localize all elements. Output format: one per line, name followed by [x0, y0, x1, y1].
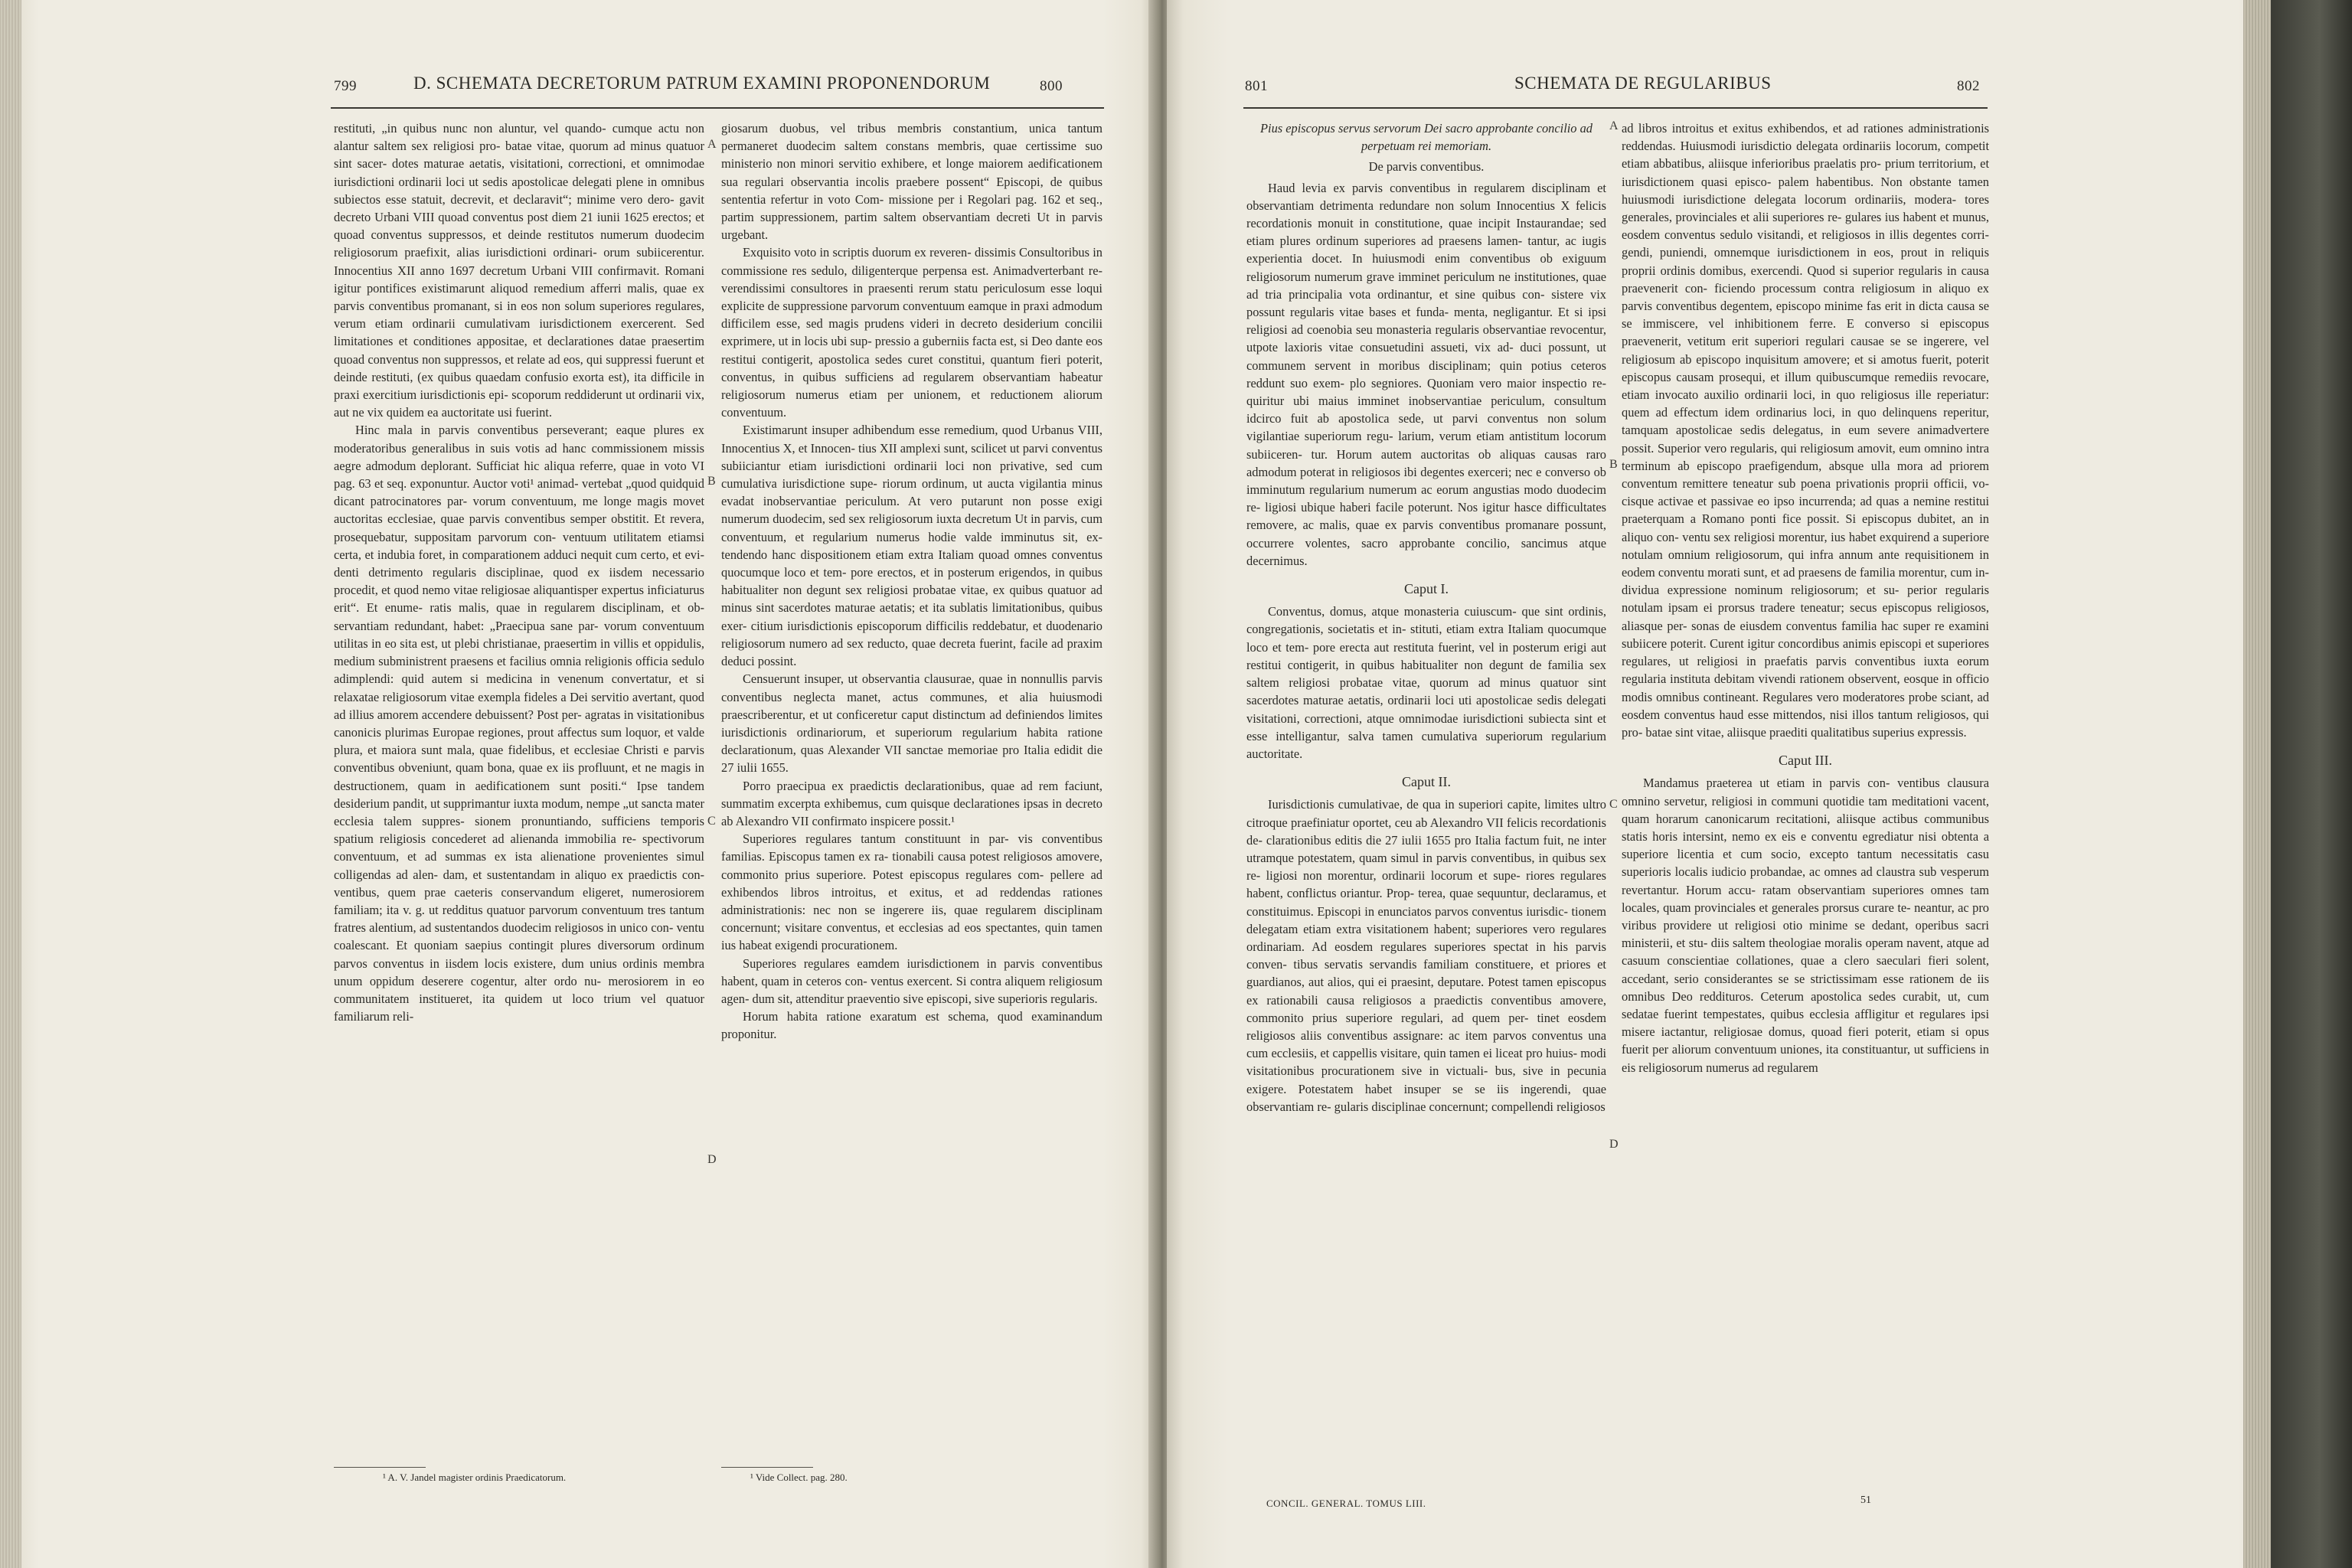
- left-col2-para-8: Horum habita ratione exaratum est schema, quod examinandum proponitur.: [721, 1009, 1102, 1042]
- margin-letter-b-right: B: [1609, 458, 1618, 471]
- left-col2-para-5: Porro praecipua ex praedictis declarationibus, quae ad rem faciunt, summatim excerpta exhibemus, cum quisque declarationes ipsas in decreto ab Alexandro VII confirmato inspicere possit.¹: [721, 778, 1102, 828]
- footnote-rule-left-col1: [334, 1467, 426, 1468]
- caput-3-heading: Caput III.: [1779, 753, 1832, 769]
- right-col2-para-1: ad libros introitus et exitus exhibendos, et ad rationes administrationis reddendas. Huiusmodi iurisdictio delegata ordinariis locorum, competit etiam abbatibus, aliisque inferioribus praelatis pro- prium territorium, et iurisdictionem quasi episco- palem habentibus. Non obstante tamen huiusmodi iurisdictione delegata locorum ordinariis, modera- tores generales, provinciales et alii superiores re- gulares ius habent et munus, eosdem conventus sedulo visitandi, et religiosos in illis degentes corri- gendi, puniendi, omnemque iurisdictionem in eos, prout in reliquis proprii ordinis domibus, exercendi. Quod si superior regularis in causa praevenerit con- ficiendo processum contra religiosum in aliquo ex parvis conventibus degentem, episcopo minime fas erit in dicta causa se se immiscere, vel inhibitionem ferre. E converso si episcopus praevenerit, vetitum erit superiori regulari causae se se ingerere, vel religiosum ab episcopo inquisitum amovere; et si amotus fuerit, poterit episcopus causam prosequi, et illum quibuscumque remediis revocare, etiam invocato auxilio ordinarii loci, in quo religiosus ille reperiatur: quem ad effectum idem ordinarius loci, in quo delinquens reperitur, tamquam apostolicae sedis delegatus, in eum severe animadvertere possit. Superior vero regularis, qui religiosum amovit, eum omnino intra terminum ab episcopo praefigendum, absque ulla mora ad priorem conventum remittere teneatur sub poena privationis proprii officii, vo- cisque activae et passivae eo ipso incurrenda; ad quas a nemine restitui praeterquam a Romano ponti fice possit. Si episcopus dubitet, an in aliquo con- ventu sex religiosi morentur, ius habet exquirend a superiore notulam omnium religiosorum, qui infra annum ante requisitionem in eodem conventu morati sunt, et ad praesens de familia morentur, cum in- dividua expressione nominum religiosorum; et su- perior regularis notulam ipsam ei prorsus tradere teneatur; secus episcopus religiosos, aliasque per- sonas de eiusdem conventus familia hac super re examini subiicere poterit. Curent igitur concordibus animis episcopi et superiores regulares, ut religiosi in praefatis parvis conventibus iuxta eorum regularia instituta debitam vivendi rationem observent, eosque in officio modis omnibus contineant. Regulares vero moderatores probe sciant, ad eosdem conventus haud esse mittendos, nisi illos tantum religiosos, qui pro- batae sint vitae, aliisque praediti qualitatibus superius expressis.: [1622, 121, 1989, 740]
- footnote-rule-left-col2: [721, 1467, 813, 1468]
- margin-letter-d-left: D: [707, 1153, 717, 1166]
- signature-mark: CONCIL. GENERAL. TOMUS LIII.: [1266, 1498, 1426, 1509]
- margin-letter-c-right: C: [1609, 798, 1618, 811]
- right-page-column-1: [1246, 119, 1606, 1116]
- right-page-title: SCHEMATA DE REGULARIBUS: [1514, 74, 1772, 93]
- left-col2-para-2: Exquisito voto in scriptis duorum ex reveren- dissimis Consultoribus in commissione res sedulo, diligenterque perpensa est. Animadverterbant re- verendissimi consultores in praesenti rerum statu periculosum esse loqui explicite de suppressione parvorum conventuum eamque in praxi admodum difficilem esse, sed magis prudens videri in decreto desiderium concilii exprimere, ut in locis ubi sup- pressio a guberniis facta est, si Deo dante eos restitui contigerit, apostolica sedes curet constitui, quantum fieri poterit, conventus, in quibus sufficiens ad regularem observantiam habeatur religiosorum numerus etiam per unionem, et reductionem aliorum conventuum.: [721, 245, 1102, 420]
- right-page: [1167, 0, 2265, 1568]
- caput-2-heading: Caput II.: [1402, 774, 1451, 790]
- footnote-left-col1: ¹ A. V. Jandel magister ordinis Praedicatorum.: [383, 1472, 567, 1483]
- caput-2-text: Iurisdictionis cumulativae, de qua in superiori capite, limites ultro citroque praefiniatur oportet, ceu ab Alexandro VII felicis recordationis de- clarationibus editis die 27 iulii 1655 pro Italia factum fuit, ne inter utramque potestatem, quam simul in parvis conventibus, in quibus sex re- ligiosi non morentur, ordinarii locorum et supe- riores regulares habent, conflictus oriantur. Prop- terea, quae sequuntur, declaramus, et constituimus. Episcopi in enunciatos parvos conventus iurisdic- tionem delegatam etiam extra visitationem habent; superiores vero regulares ordinariam. Ad eosdem regulares superiores spectat in his parvis conven- tibus servatis servandis familiam constituere, et priores et guardianos, aut alios, qui ei praesint, deputare. Potest tamen episcopus ex rationabili causa religiosos a praedictis conventibus amovere, commonito prius superiore regulari, ad quem per- tinet eosdem religiosos aliis conventibus assignare: ac item parvos conventus una cum ecclesiis, et cappellis visitare, quin tamen ei liceat pro huius- modi visitationibus procurationem sive in victuali- bus, sive in pecunia exigere. Potestatem habet insuper se se iis ingerendi, quae observantiam re- gularis disciplinae concernunt; compellendi religiosos: [1246, 797, 1606, 1114]
- right-intro-heading: Pius episcopus servus servorum Dei sacro approbante concilio ad perpetuam rei memoriam.: [1260, 121, 1592, 154]
- right-subtitle: De parvis conventibus.: [1368, 159, 1485, 175]
- caput-3-text: Mandamus praeterea ut etiam in parvis con- ventibus clausura omnino servetur, religiosi in communi quotidie tam meditationi vacent, quam horarum canonicarum recitationi, aliisque actibus communibus statis horis intersint, nemo ex eis e conventu egrediatur nisi obtenta a superiore licentia et cum socio, excepto tantum necessitatis casu superioris localis iudicio probandae, ac omnes ad claustra sub vesperum revertantur. Horum accu- ratam observantiam superiores omnes tam locales, quam provinciales et generales prorsus curare te- neantur, ac pro viribus providere ut religiosi otio minime se dedant, operibus sacri ministerii, et stu- diis saltem theologiae moralis operam navent, atque ad casuum conscientiae collationes, quae a clero saeculari fieri solent, accedant, serio considerantes se se strictissimam esse rationem de iis omnibus Deo reddituros. Ceterum apostolica sedes curabit, ut, cum sedatae fuerint tempestates, quibus ecclesia affligitur et regulares ipsi misere iactantur, religiosae domus, quoad fieri poterit, etiam si opus fuerit per aliorum conventuum uniones, ita constituantur, ut sufficiens in eis religiosorum numerus ad regularem: [1622, 776, 1989, 1075]
- margin-letter-b-left: B: [707, 475, 716, 488]
- page-number-800: 800: [1040, 78, 1063, 94]
- left-col2-para-3: Existimarunt insuper adhibendum esse remedium, quod Urbanus VIII, Innocentius X, et Innocen- tius XII amplexi sunt, scilicet ut parvi conventus subiiciantur etiam iurisdictioni ordinarii loci non privative, sed cum cumulativa iurisdictione supe- riorum ordinum, ut aucta vigilantia minus evadat inobservantiae periculum. At vero putarunt non posse exigi numerum duodecim, sed sex religiosorum iuxta decretum Ut in parvis, cum conventuum, et regularium numerus hodie valde imminutus sit, ex- tendendo hanc dispositionem etiam extra Italiam quoad omnes conventus quocumque loco et tem- pore erectos, et in posterum erigendos, in quibus habitualiter non degunt sex religiosi probatae vitae, ex quibus quatuor ad minus sint sacerdotes maturae aetatis; et ita sublatis limitationibus, quibus exer- citium iurisdictionis episcoporum difficilis reddebatur, et duodenario religiosorum numero ad sex reducto, quae decreta fuerint, facile ad praxim deduci possint.: [721, 423, 1102, 669]
- right-page-header: [1167, 74, 2265, 101]
- caput-1-heading: Caput I.: [1404, 581, 1449, 597]
- left-col2-para-1: giosarum duobus, vel tribus membris constantium, unica tantum permaneret duodecim saltem constans membris, quae certissime suo ministerio non minori servitio exhibere, et longe maiorem aedificationem sua regulari observantia incolis praebere possent“ Episcopi, de quibus sententia refertur in voto Com- missione per i Regolari pag. 162 et seq., partim suppressionem, partim saltem observantiam decreti Ut in parvis urgebant.: [721, 121, 1102, 243]
- left-page: [0, 0, 1155, 1568]
- left-col1-para-2: Hinc mala in parvis conventibus perseverant; eaque plures ex moderatoribus generalibus in suis votis ad hanc commissionem missis aegre admodum deplorant. Sufficiat hic aliqua referre, quae in voto VI pag. 63 et seq. exponuntur. Auctor voti¹ animad- vertebat „quod quidquid dicant patrocinatores par- vorum conventuum, me longe magis movet auctoritas ecclesiae, quae parvis conventibus semper obstitit. Et revera, prosequebatur, suppositam parvorum con- ventuum utilitatem etiamsi certa, et indubia foret, in comparationem adduci nequit cum certo, et evi- denti detrimento regularis disciplinae, quod ex iisdem necessario procedit, et quod nemo vitae religiosae aliquantisper expertus inficiaturus erit“. Et enume- ratis malis, quae in regularem disciplinam, et ob- servantiam redundant, habet: „Praecipua sane par- vorum conventuum utilitas in eo sita est, ut plebi christianae, praesertim in villis et oppidulis, medium subministrent praesens et facilius omnia religionis officia sedulo adimplendi: quid autem si medicina in venenum convertatur, et si relaxatae religiosorum vitae exempla fideles a Dei servitio avertant, quod ad illius amorem accendere debuissent? Post per- agratas in visitationibus canonicis plurimas Europae regiones, prout affectus sum loquor, et valde plura, et maiora sunt mala, quae fidelibus, et ecclesiae Christi e parvis conventibus obveniunt, quam bona, quae ex iis profluunt, et ne magis in destructionem, quam in aedificationem sunt positi.“ Ipse tandem desiderium pandit, ut supprimantur iuxta modum, nempe „ut sancta mater ecclesia talem suppres- sionem pronuntiando, sufficiens temporis spatium religiosis concederet ad alienanda immobilia re- spectivorum conventuum, et ad summas ex ista alienatione provenientes simul colligendas ad alen- dam, et sustentandam in aliquo ex praedictis con- ventibus, quem prae caeteris conservandum eligeret, numerosiorem familiam; ita v. g. ut redditus quatuor parvorum conventuum tres tantum fratres alentium, ad sustentandos duodecim religiosos in unico con- ventu coalescant. Et quoniam saepius contingit plures diversorum ordinum parvos conventus in iisdem locis existere, dum unius ordinis membra unum oppidum deserere cogentur, alter ordo nu- merosiorem in eo communitatem institueret, ita quidem ut loco trium vel quatuor familiarum reli-: [334, 423, 704, 1024]
- margin-letter-c-left: C: [707, 815, 716, 828]
- right-col1-para-1: Haud levia ex parvis conventibus in regularem disciplinam et observantiam detrimenta redundare non solum Innocentius X felicis recordationis monuit in constitutione, quae incipit Instaurandae; sed etiam plures ordinum superiores ad praesens lamen- tantur, ac iugis experientia docet. In huiusmodi enim conventibus ob exiguum religiosorum numerum grave imminet periculum ne institutiones, quae ad tria principalia vota ordinantur, et sine quibus con- sistere vix possunt regularis vitae bases et funda- menta, negligantur. Et si ipsi religiosi ad coenobia seu monasteria regularis observantiae revocentur, utpote laxioris vitae consuetudini assueti, vix ad- duci possunt, ut communem servent in moribus disciplinam; quin potius ceteros reddunt suo exem- plo segniores. Quoniam vero maior inspectio re- quiritur ubi maius imminet inobservantiae periculum, consultum idcirco fuit ab apostolica sede, ut parvi conventus non solum vigilantiae superiorum regu- larium, verum etiam antistitum locorum subiiceren- tur. Horum autem auctoritas ob aliquas causas raro admodum poterat in religiosos ibi degentes exerceri; nec e converso ob imminutum regularium numerum ac eorum angustias modo duodecim re- ligiosi ubique haberi facile poterunt. Nos igitur hasce difficultates removere, ac malis, quae ex parvis conventibus promanare possunt, occurrere volentes, sacro approbante concilio, sancimus atque decernimus.: [1246, 180, 1606, 568]
- left-page-column-2: [721, 119, 1102, 1044]
- book-spine-strip: [2271, 0, 2352, 1568]
- sheet-number: 51: [1860, 1494, 1871, 1506]
- page-number-801: 801: [1245, 78, 1268, 94]
- page-edges-left: [0, 0, 21, 1568]
- page-edges-right: [2243, 0, 2271, 1568]
- margin-letter-d-right: D: [1609, 1138, 1619, 1151]
- left-page-header: [0, 74, 1148, 101]
- header-rule-left: [331, 107, 1104, 109]
- page-number-799: 799: [334, 78, 357, 94]
- margin-letter-a-right: A: [1609, 119, 1619, 132]
- left-col2-para-4: Censuerunt insuper, ut observantia clausurae, quae in nonnullis parvis conventibus neglecta manet, actus communes, et alia huiusmodi praescriberentur, et ut conficeretur caput distinctum ad definiendos limites iurisdictionis ordinariorum, et superiorum regularium habita ratione declarationum, quas Alexander VII sanctae memoriae pro Italia edidit die 27 iulii 1655.: [721, 671, 1102, 776]
- left-page-title: D. SCHEMATA DECRETORUM PATRUM EXAMINI PROPONENDORUM: [413, 74, 991, 93]
- footnote-left-col2: ¹ Vide Collect. pag. 280.: [750, 1472, 848, 1483]
- left-col2-para-6: Superiores regulares tantum constituunt in par- vis conventibus familias. Episcopus tamen ex ra- tionabili causa potest religiosos amovere, commonito prius superiore. Potest episcopus regulares com- pellere ad exhibendos libros introitus, et exitus, et ad reddendas rationes administrationis: nec non se ingerere iis, quae regularem disciplinam concernunt; visitare conventus, et ecclesias ad eos spectantes, quin tamen ius habeat exigendi procurationem.: [721, 831, 1102, 953]
- left-page-column-1: [334, 119, 704, 1025]
- left-col2-para-7: Superiores regulares eamdem iurisdictionem in parvis conventibus habent, quam in ceteros con- ventus exercent. Si contra aliquem religiosum agen- dum sit, attenditur praeventio sive episcopi, sive superioris regularis.: [721, 956, 1102, 1006]
- caput-1-text: Conventus, domus, atque monasteria cuiuscum- que sint ordinis, congregationis, societatis et in- stituti, etiam extra Italiam quocumque loco et tem- pore erecta aut restituta fuerint, vel in posterum erigi aut restitui contigerit, in quibus habitualiter non degunt de familia sex saltem religiosi probatae vitae, quorum ad minus quatuor sint sacerdotes maturae aetatis, ordinarii loci uti apostolicae sedis delegati visitationi, correctioni, atque omnimodae iurisdictioni subiecta sint et esse intelligantur, salva tamen cumulativa superiorum regularium auctoritate.: [1246, 604, 1606, 761]
- left-col1-para-1: restituti, „in quibus nunc non aluntur, vel quando- cumque actu non alantur saltem sex religiosi pro- batae vitae, quorum ad minus quatuor sint sacer- dotes maturae aetatis, visitationi, correctioni, et omnimodae iurisdictioni ordinarii loci ut sedis apostolicae delegati plene in omnibus subiectos esse statuit, decrevit, et declaravit“; minime vero dero- gavit decreto Urbani VIII quoad conventus post diem 21 iunii 1625 erectos; et quoad conventus suppressos, et deinde restitutos numerum duodecim religiosorum praefixit, alias iurisdictioni ordinari- orum subiicerentur. Innocentius XII anno 1697 decretum Urbani VIII confirmavit. Romani igitur pontifices existimarunt aliquod remedium afferri malis, quae ex parvis conventibus promanant, si in eos non solum superiores regulares, verum etiam ordinarii cumulativam iurisdictionem exercerent. Sed limitationes et conditiones appositae, et declarationes datae praesertim quoad conventus non suppressos, et relate ad eos, qui suppressi fuerunt et deinde restituti, (ex quibus quaedam confusio exorta est), ita difficile in praxi exercitium iurisdictionis epi- scoporum reddiderunt ut ordinarii vix, aut ne vix quidem ea auctoritate usi fuerint.: [334, 121, 704, 420]
- margin-letter-a-left: A: [707, 138, 717, 151]
- header-rule-right: [1243, 107, 1988, 109]
- right-page-column-2: [1622, 119, 1989, 1076]
- page-number-802: 802: [1957, 78, 1980, 94]
